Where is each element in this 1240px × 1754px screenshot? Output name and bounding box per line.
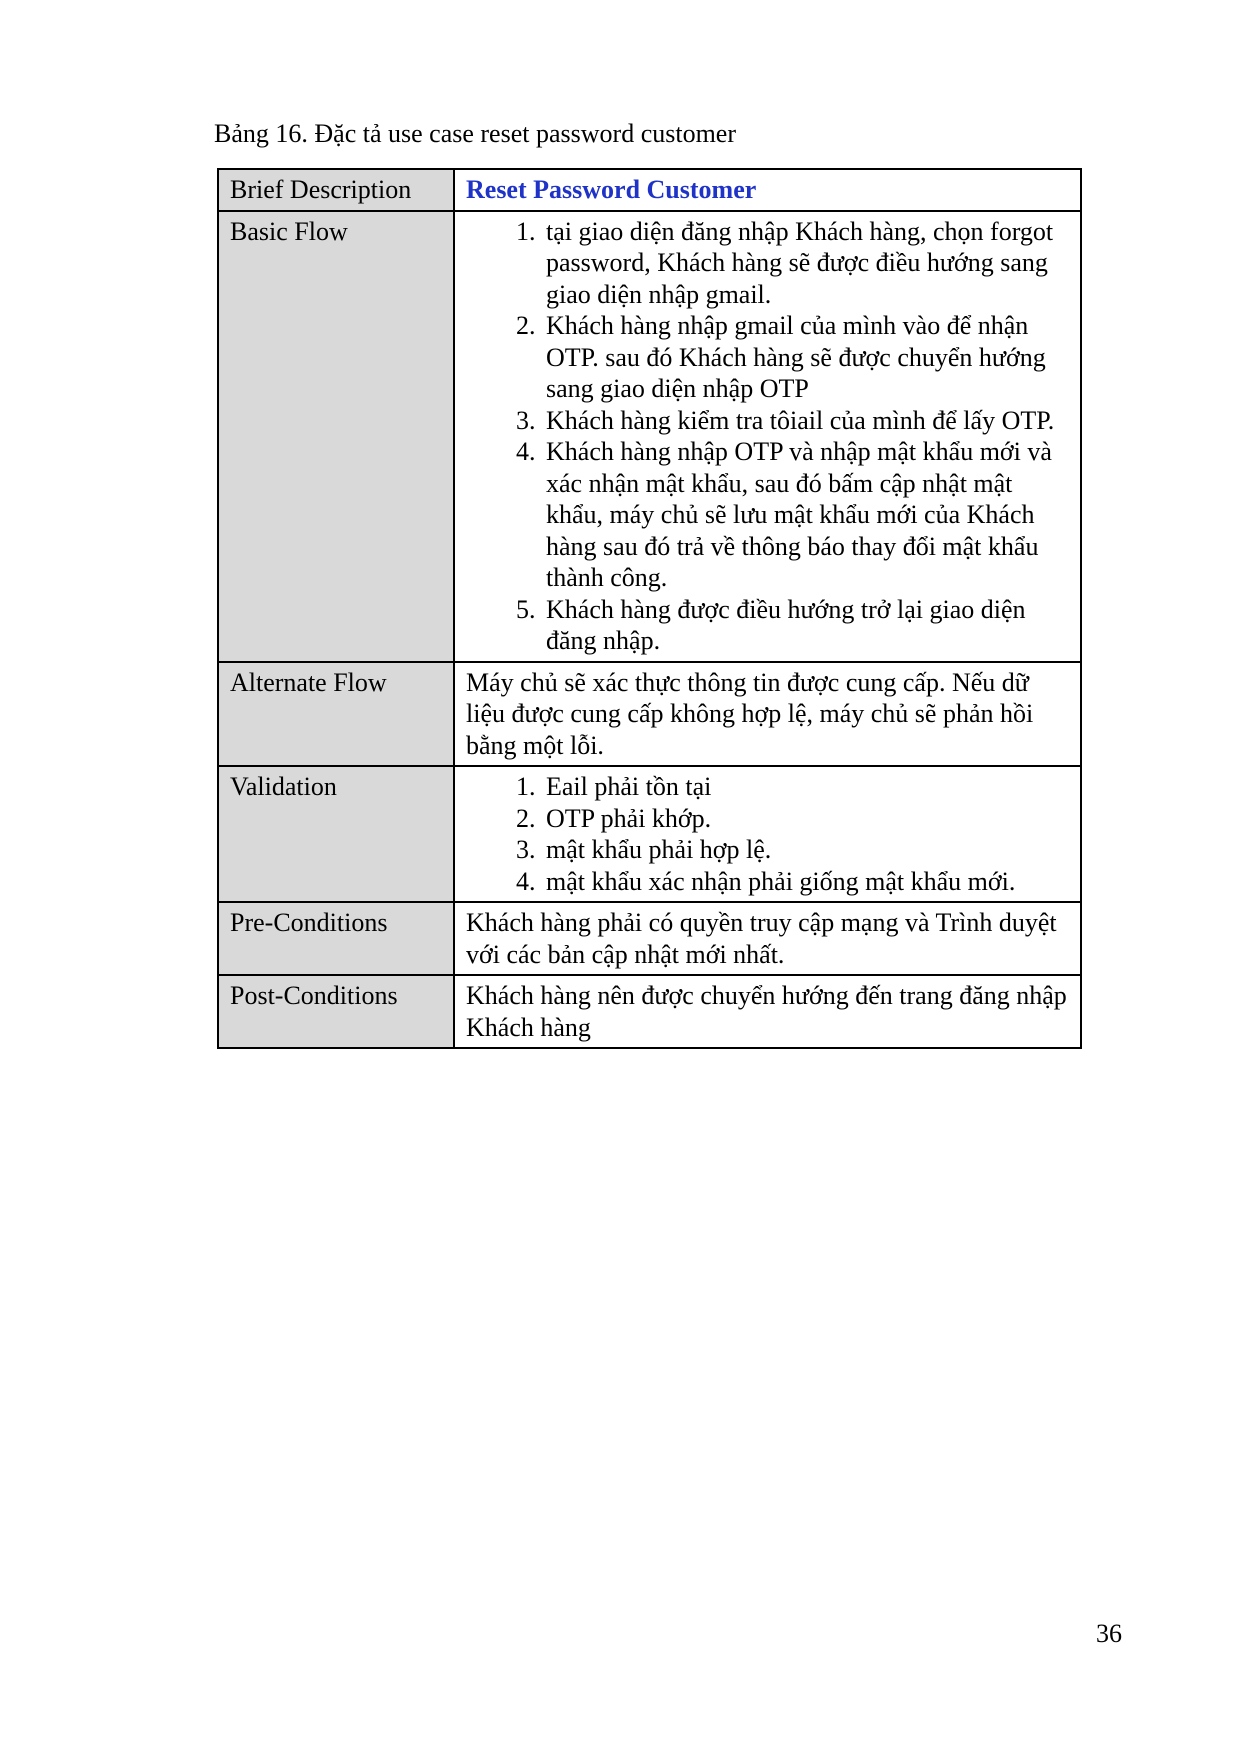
validation-value	[454, 766, 1081, 902]
alternate-flow-value: Máy chủ sẽ xác thực thông tin được cung cấp. Nếu dữ liệu được cung cấp không hợp lệ, máy chủ sẽ phản hồi bằng một lỗi.	[454, 662, 1081, 767]
basic-flow-step: 1. tại giao diện đăng nhập Khách hàng, chọn forgot password, Khách hàng sẽ được điều hướng sang giao diện nhập gmail.	[542, 216, 1070, 311]
post-conditions-value: Khách hàng nên được chuyển hướng đến trang đăng nhập Khách hàng	[454, 975, 1081, 1048]
pre-conditions-value: Khách hàng phải có quyền truy cập mạng và Trình duyệt với các bản cập nhật mới nhất.	[454, 902, 1081, 975]
table-row-post-conditions	[218, 975, 1081, 1048]
validation-step: 4. mật khẩu xác nhận phải giống mật khẩu mới.	[542, 866, 1070, 898]
validation-step: 2. OTP phải khớp.	[542, 803, 1070, 835]
basic-flow-label: Basic Flow	[218, 211, 454, 662]
validation-step: 3. mật khẩu phải hợp lệ.	[542, 834, 1070, 866]
validation-label: Validation	[218, 766, 454, 902]
basic-flow-step: 3. Khách hàng kiểm tra tôiail của mình để lấy OTP.	[542, 405, 1070, 437]
table-caption: Bảng 16. Đặc tả use case reset password customer	[214, 119, 736, 148]
basic-flow-value	[454, 211, 1081, 662]
page-number: 36	[1096, 1619, 1122, 1648]
brief-description-label: Brief Description	[218, 169, 454, 211]
brief-description-value	[454, 169, 1081, 211]
pre-conditions-label: Pre-Conditions	[218, 902, 454, 975]
alternate-flow-label: Alternate Flow	[218, 662, 454, 767]
use-case-title: Reset Password Customer	[466, 175, 757, 204]
table-row-pre-conditions	[218, 902, 1081, 975]
table-row-brief-description	[218, 169, 1081, 211]
post-conditions-label: Post-Conditions	[218, 975, 454, 1048]
basic-flow-steps	[466, 216, 1070, 657]
table-row-basic-flow	[218, 211, 1081, 662]
use-case-spec-table	[217, 168, 1082, 1049]
basic-flow-step: 2. Khách hàng nhập gmail của mình vào để nhận OTP. sau đó Khách hàng sẽ được chuyển hướng sang giao diện nhập OTP	[542, 310, 1070, 405]
validation-step: 1. Eail phải tồn tại	[542, 771, 1070, 803]
table-row-validation	[218, 766, 1081, 902]
table-row-alternate-flow	[218, 662, 1081, 767]
validation-steps	[466, 771, 1070, 897]
basic-flow-step: 5. Khách hàng được điều hướng trở lại giao diện đăng nhập.	[542, 594, 1070, 657]
basic-flow-step: 4. Khách hàng nhập OTP và nhập mật khẩu mới và xác nhận mật khẩu, sau đó bấm cập nhật mật khẩu, máy chủ sẽ lưu mật khẩu mới của Khách hàng sau đó trả về thông báo thay đổi mật khẩu thành công.	[542, 436, 1070, 594]
